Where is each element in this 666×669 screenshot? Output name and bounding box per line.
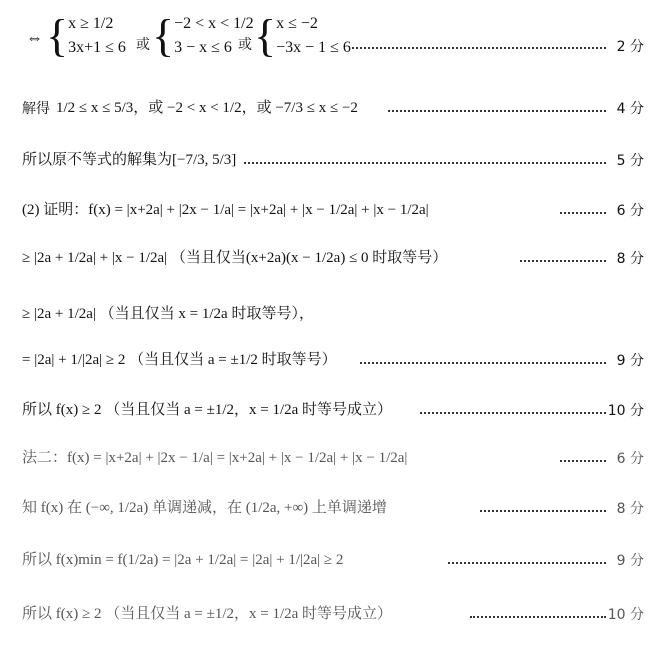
score-label: 9 分 bbox=[616, 553, 644, 569]
system-a: { x ≥ 1/2 3x+1 ≤ 6 bbox=[46, 10, 126, 61]
leader-dots bbox=[560, 212, 606, 214]
system-c: { x ≤ −2 −3x − 1 ≤ 6 bbox=[254, 10, 351, 61]
or-2: 或 bbox=[238, 37, 252, 53]
line-text: 所以原不等式的解集为[−7/3, 5/3] bbox=[22, 152, 237, 168]
line-text: 1/2 ≤ x ≤ 5/3，或 −2 < x < 1/2，或 −7/3 ≤ x ≤ −2 bbox=[56, 100, 358, 116]
score-label: 6 分 bbox=[616, 203, 644, 219]
score-label: 8 分 bbox=[616, 501, 644, 517]
system-a-row-2: 3x+1 ≤ 6 bbox=[68, 39, 126, 56]
equiv-arrow: ⇔ bbox=[26, 28, 43, 47]
leader-dots bbox=[420, 412, 606, 414]
line-text: (2) 证明：f(x) = |x+2a| + |2x − 1/a| = |x+2a| + |x − 1/2a| + |x − 1/2a| bbox=[22, 202, 429, 218]
or-1: 或 bbox=[136, 37, 150, 53]
line-11 bbox=[0, 536, 666, 580]
line-2 bbox=[0, 86, 666, 126]
line-3 bbox=[0, 138, 666, 178]
leader-dots bbox=[470, 616, 606, 618]
line-5 bbox=[0, 234, 666, 278]
system-c-row-2: −3x − 1 ≤ 6 bbox=[276, 39, 351, 56]
line-text: ≥ |2a + 1/2a| + |x − 1/2a| （当且仅当(x+2a)(x − 1/2a) ≤ 0 时取等号） bbox=[22, 250, 448, 266]
system-b-row-2: 3 − x ≤ 6 bbox=[174, 39, 232, 56]
line-10 bbox=[0, 484, 666, 528]
line-7 bbox=[0, 336, 666, 380]
score-label: 10 分 bbox=[607, 607, 644, 623]
line-text: 法二：f(x) = |x+2a| + |2x − 1/a| = |x+2a| + |x − 1/2a| + |x − 1/2a| bbox=[22, 450, 408, 466]
leader-dots bbox=[560, 460, 606, 462]
line-text: 所以 f(x)min = f(1/2a) = |2a + 1/2a| = |2a| + 1/|2a| ≥ 2 bbox=[22, 552, 344, 568]
line-1 bbox=[0, 6, 666, 76]
leader-dots bbox=[520, 260, 606, 262]
leader-dots bbox=[448, 562, 606, 564]
line-text: = |2a| + 1/|2a| ≥ 2 （当且仅当 a = ±1/2 时取等号） bbox=[22, 352, 337, 368]
line-12 bbox=[0, 590, 666, 634]
line-text: 所以 f(x) ≥ 2 （当且仅当 a = ±1/2，x = 1/2a 时等号成立） bbox=[22, 606, 393, 622]
line-6 bbox=[0, 290, 666, 334]
line-9 bbox=[0, 434, 666, 478]
system-c-row-1: x ≤ −2 bbox=[276, 15, 318, 32]
line-text: 知 f(x) 在 (−∞, 1/2a) 单调递减，在 (1/2a, +∞) 上单调递增 bbox=[22, 500, 387, 516]
score-label: 9 分 bbox=[616, 353, 644, 369]
leader-dots bbox=[244, 162, 606, 164]
system-b-row-1: −2 < x < 1/2 bbox=[174, 15, 254, 32]
system-a-row-1: x ≥ 1/2 bbox=[68, 15, 114, 32]
score-label: 5 分 bbox=[616, 153, 644, 169]
line-4 bbox=[0, 186, 666, 230]
score-label: 4 分 bbox=[616, 101, 644, 117]
score-label: 2 分 bbox=[616, 39, 644, 55]
score-label: 6 分 bbox=[616, 451, 644, 467]
leader-dots bbox=[388, 110, 606, 112]
score-label: 10 分 bbox=[607, 403, 644, 419]
leader-dots bbox=[360, 362, 606, 364]
score-label: 8 分 bbox=[616, 251, 644, 267]
line-8 bbox=[0, 386, 666, 430]
leader-dots bbox=[480, 510, 606, 512]
line-text: 所以 f(x) ≥ 2 （当且仅当 a = ±1/2，x = 1/2a 时等号成立） bbox=[22, 402, 393, 418]
line-text: ≥ |2a + 1/2a| （当且仅当 x = 1/2a 时取等号）， bbox=[22, 306, 314, 322]
leader-dots bbox=[352, 47, 606, 49]
line-prefix: 解得 bbox=[22, 101, 50, 117]
system-b: { −2 < x < 1/2 3 − x ≤ 6 bbox=[152, 10, 254, 61]
